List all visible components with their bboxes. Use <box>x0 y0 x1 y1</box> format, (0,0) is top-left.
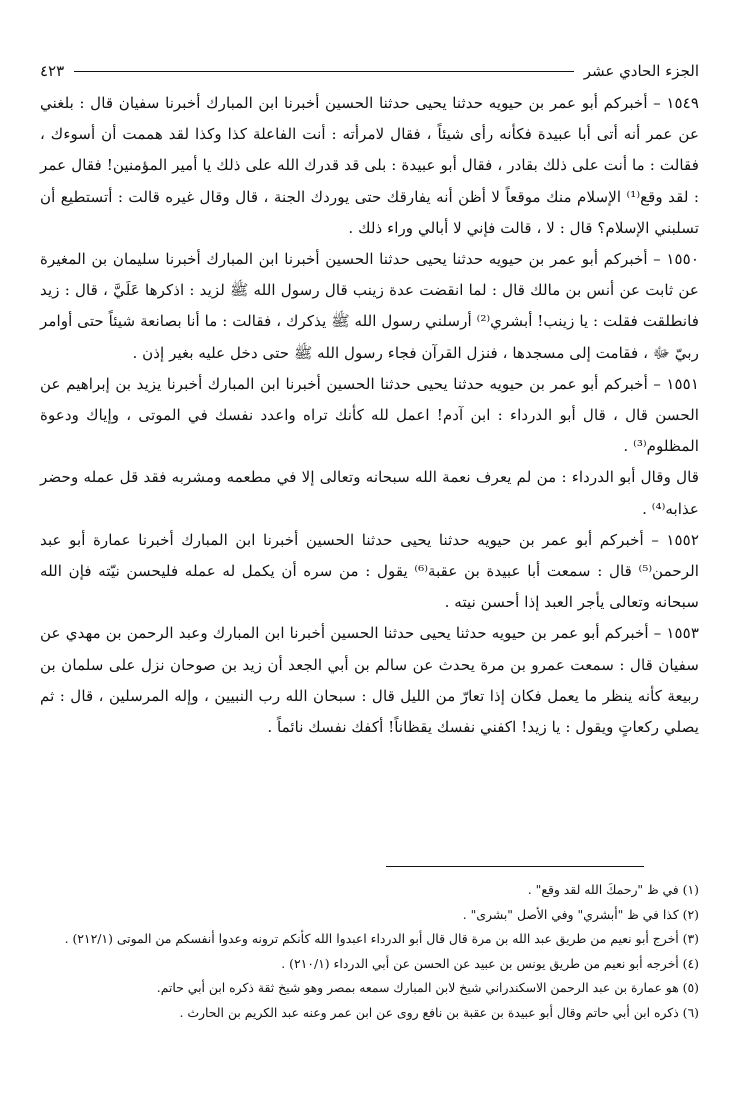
footnote-5: (٥) هو عمارة بن عبد الرحمن الاسكندراني شيخ لابن المبارك سمعه بمصر وهو شيخ ثقة ذكره ابن أبي حاتم. <box>156 980 699 996</box>
footnote-3: (٣) أخرج أبو نعيم من طريق عبد الله بن مرة قال قال أبو الدرداء اعبدوا الله كأنكم ترونه وعدوا أنفسكم من الموتى (٢١٢/١) . <box>64 931 699 947</box>
footnote-6: (٦) ذكره ابن أبي حاتم وقال أبو عبيدة بن عقبة بن نافع روى عن ابن عمر وعنه عبد الكريم بن الحارث . <box>179 1004 699 1020</box>
hadith-1550: ١٥٥٠ – أخبركم أبو عمر بن حيويه حدثنا يحيى حدثنا الحسين أخبرنا ابن المبارك أخبرنا سليمان بن المغيرة عن ثابت عن أنس بن مالك قال : لما انقضت عدة زينب قال رسول الله ﷺ لزيد : اذكرها عَلَيَّ ، قال : زيد فانطلقت فقلت : يا زينب! أبشري⁽²⁾ أرسلني رسول الله ﷺ يذكرك ، فقالت : ما أنا بصانعة شيئاً حتى أوامر ربيّ ﷻ ، فقامت إلى مسجدها ، فنزل القرآن فجاء رسول الله ﷺ حتى دخل عليه بغير إذن . <box>40 250 700 362</box>
footnotes <box>40 878 699 1026</box>
page-number: ٤٢٣ <box>40 62 65 80</box>
hadith-1549: ١٥٤٩ – أخبركم أبو عمر بن حيويه حدثنا يحيى حدثنا الحسين أخبرنا ابن المبارك أخبرنا سفيان قال : بلغني عن عمر أنه أتى أبا عبيدة فكأنه رأى شيئاً ، فقال لامرأته : أنت الفاعلة كذا وكذا لقد هممت أن أسوءك ، فقالت : ما أنت على ذلك بقادر ، فقال أبو عبيدة : بلى قد قدرك الله على ذلك يا أمير المؤمنين! فقال عمر : لقد وقع⁽¹⁾ الإسلام منك موقعاً لا أظن أنه يفارقك حتى يوردك الجنة ، قال وقال غيره قالت : أتستطيع أن تسلبني الإسلام؟ قال : لا ، قالت فإني لا أبالي وراء ذلك . <box>40 94 699 237</box>
hadith-1551: ١٥٥١ – أخبركم أبو عمر بن حيويه حدثنا يحيى حدثنا الحسين أخبرنا ابن المبارك أخبرنا يزيد بن إبراهيم عن الحسن قال ، قال أبو الدرداء : ابن آدم! اعمل لله كأنك تراه واعدد نفسك في الموتى ، وإياك ودعوة المظلوم⁽³⁾ . <box>40 374 699 456</box>
footnote-1: (١) في ظ "رحمكَ الله لقد وقع" . <box>527 882 699 897</box>
hadith-1552: ١٥٥٢ – أخبركم أبو عمر بن حيويه حدثنا يحيى حدثنا الحسين أخبرنا ابن المبارك أخبرنا عمارة أبو عبد الرحمن⁽⁵⁾ قال : سمعت أبا عبيدة بن عقبة⁽⁶⁾ يقول : من سره أن يكمل له عمله فليحسن نيّته فإن الله سبحانه وتعالى يأجر العبد إذا أحسن نيته . <box>40 530 699 612</box>
footnote-separator <box>386 866 644 867</box>
abu-darda-saying: قال وقال أبو الدرداء : من لم يعرف نعمة الله سبحانه وتعالى إلا في مطعمه ومشربه فقد قل عمله وحضر عذابه⁽⁴⁾ . <box>40 468 699 518</box>
header-rule <box>74 71 574 72</box>
main-text <box>40 88 699 743</box>
running-header <box>40 60 699 82</box>
hadith-1553: ١٥٥٣ – أخبركم أبو عمر بن حيويه حدثنا يحيى حدثنا الحسين أخبرنا ابن المبارك وعبد الرحمن بن مهدي عن سفيان قال : سمعت عمرو بن مرة يحدث عن سالم بن أبي الجعد أن زيد بن صوحان نزل على سلمان بن ربيعة كأنه ينظر ما يعمل فكان إذا تعارّ من الليل قال : سبحان الله رب النبيين ، وإله المرسلين ، قال : ثم يصلي ركعاتٍ ويقول : يا زيد! اكفني نفسك يقظاناً! أكفك نفسك نائماً . <box>40 624 699 737</box>
footnote-4: (٤) أخرجه أبو نعيم من طريق يونس بن عبيد عن الحسن عن أبي الدرداء (٢١٠/١) . <box>281 955 699 971</box>
footnote-2: (٢) كذا في ظ "أبشري" وفي الأصل "بشرى" . <box>462 906 699 922</box>
running-title: الجزء الحادي عشر <box>583 62 699 80</box>
